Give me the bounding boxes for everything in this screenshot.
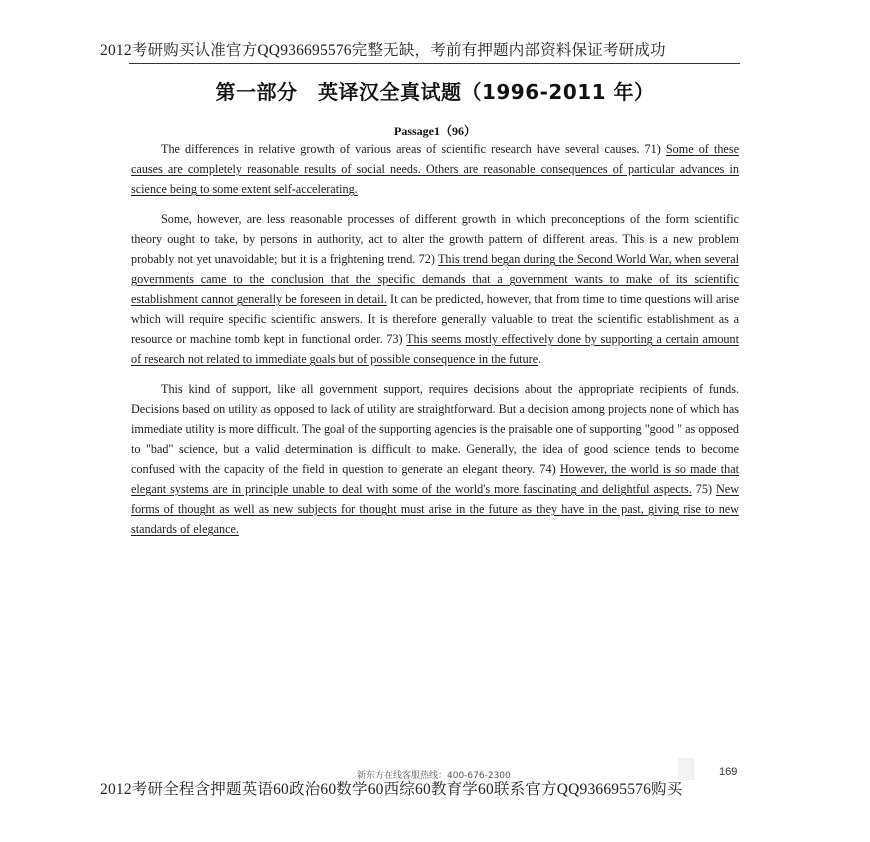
page-number: 169 (719, 766, 738, 778)
paragraph-text: Some, however, are less reasonable processes of different growth in which preconceptions of the form scientific theory ought to take, by persons in authority, act to alter the growth pattern of different areas. This is a new problem probably not yet unavoidable; but it is a frightening trend. 72) (131, 212, 739, 266)
page-title: 第一部分 英译汉全真试题（1996-2011 年） (215, 80, 655, 104)
paragraph-text: . (538, 352, 542, 366)
passage-title: Passage1（96） (394, 124, 476, 138)
footer-banner: 2012考研全程含押题英语60政治60数学60西综60教育学60联系官方QQ936695576购买 (100, 781, 683, 798)
underlined-sentence-73: This seems mostly effectively done by supporting a certain amount of research not related to immediate goals but of possible consequence in the future (131, 332, 739, 366)
underlined-sentence-71: Some of these causes are completely reasonable results of social needs. Others are reasonable consequences of particular advances in science being to some extent self-accelerating. (131, 142, 739, 196)
header-banner: 2012考研购买认准官方QQ936695576完整无缺，考前有押题内部资料保证考研成功 (100, 42, 666, 59)
paragraph-text: It can be predicted, however, that from time to time questions will arise which will require specific scientific answers. It is therefore generally valuable to treat the scientific establishment as a resource or machine tomb kept in functional order. 73) (131, 292, 739, 346)
paragraph-text: This kind of support, like all government support, requires decisions about the appropriate recipients of funds. Decisions based on utility as opposed to lack of utility are straightforward. But a decision among projects none of which has immediate utility is more difficult. The goal of the supporting agencies is the praisable one of supporting "good " as opposed to "bad" science, but a valid determination is difficult to make. Generally, the idea of good science tends to become confused with the capacity of the field in question to generate an elegant theory. 74) (131, 382, 739, 476)
paragraph-3 (131, 379, 739, 539)
passage-body (131, 139, 739, 549)
underlined-sentence-75: New forms of thought as well as new subjects for thought must arise in the future as they have in the past, giving rise to new standards of elegance. (131, 482, 739, 536)
underlined-sentence-74: However, the world is so made that elegant systems are in principle unable to deal with some of the world's more fascinating and delightful aspects. (131, 462, 739, 496)
paragraph-2 (131, 209, 739, 369)
underlined-sentence-72: This trend began during the Second World War, when several governments came to the conclusion that the specific demands that a government wants to make of its scientific establishment cannot generally be foreseen in detail. (131, 252, 740, 306)
paragraph-text: 75) (691, 482, 716, 496)
footer-contact: 新东方在线客服热线：400-676-2300 (357, 771, 511, 781)
header-rule (129, 63, 740, 64)
paragraph-text: The differences in relative growth of various areas of scientific research have several causes. 71) (161, 142, 666, 156)
paragraph-1 (131, 139, 739, 199)
